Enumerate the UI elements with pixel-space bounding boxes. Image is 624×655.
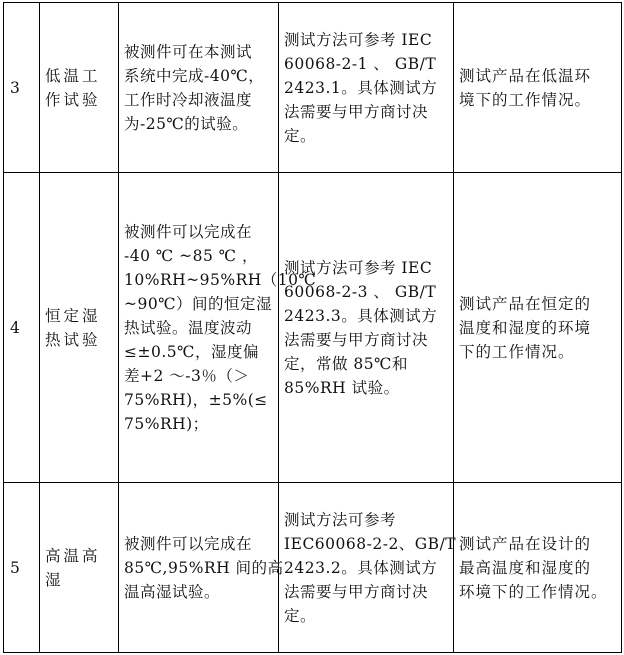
table-row bbox=[4, 173, 622, 483]
test-method: 测试方法可参考 IEC60068-2-2、GB/T 2423.2。具体测试方 法需要与甲方商讨决 定。 bbox=[279, 483, 454, 653]
test-purpose: 测试产品在恒定的 温度和湿度的环境 下的工作情况。 bbox=[454, 173, 622, 483]
test-description: 被测件可以完成在 -40 ℃ ~85 ℃ ， 10%RH~95%RH（10℃ ~90℃）间的恒定湿 热试验。温度波动 ≤±0.5℃，湿度偏 差+2 ～-3％（＞ 75%RH)，±5%(≤ 75%RH)； bbox=[119, 173, 279, 483]
table-row bbox=[4, 3, 622, 173]
row-number: 4 bbox=[4, 173, 40, 483]
test-purpose: 测试产品在低温环 境下的工作情况。 bbox=[454, 3, 622, 173]
test-method: 测试方法可参考 IEC 60068-2-1 、 GB/T 2423.1。具体测试方 法需要与甲方商讨决 定。 bbox=[279, 3, 454, 173]
test-table bbox=[3, 2, 622, 653]
test-name: 恒定湿 热试验 bbox=[40, 173, 119, 483]
test-description: 被测件可以完成在 85℃,95%RH 间的高 温高湿试验。 bbox=[119, 483, 279, 653]
row-number: 3 bbox=[4, 3, 40, 173]
test-method: 测试方法可参考 IEC 60068-2-3 、 GB/T 2423.3。具体测试方 法需要与甲方商讨决 定，常做 85℃和 85%RH 试验。 bbox=[279, 173, 454, 483]
test-name: 高温高 湿 bbox=[40, 483, 119, 653]
table-row bbox=[4, 483, 622, 653]
test-name: 低温工 作试验 bbox=[40, 3, 119, 173]
row-number: 5 bbox=[4, 483, 40, 653]
test-purpose: 测试产品在设计的 最高温度和湿度的 环境下的工作情况。 bbox=[454, 483, 622, 653]
test-description: 被测件可在本测试 系统中完成-40℃， 工作时冷却液温度 为-25℃的试验。 bbox=[119, 3, 279, 173]
